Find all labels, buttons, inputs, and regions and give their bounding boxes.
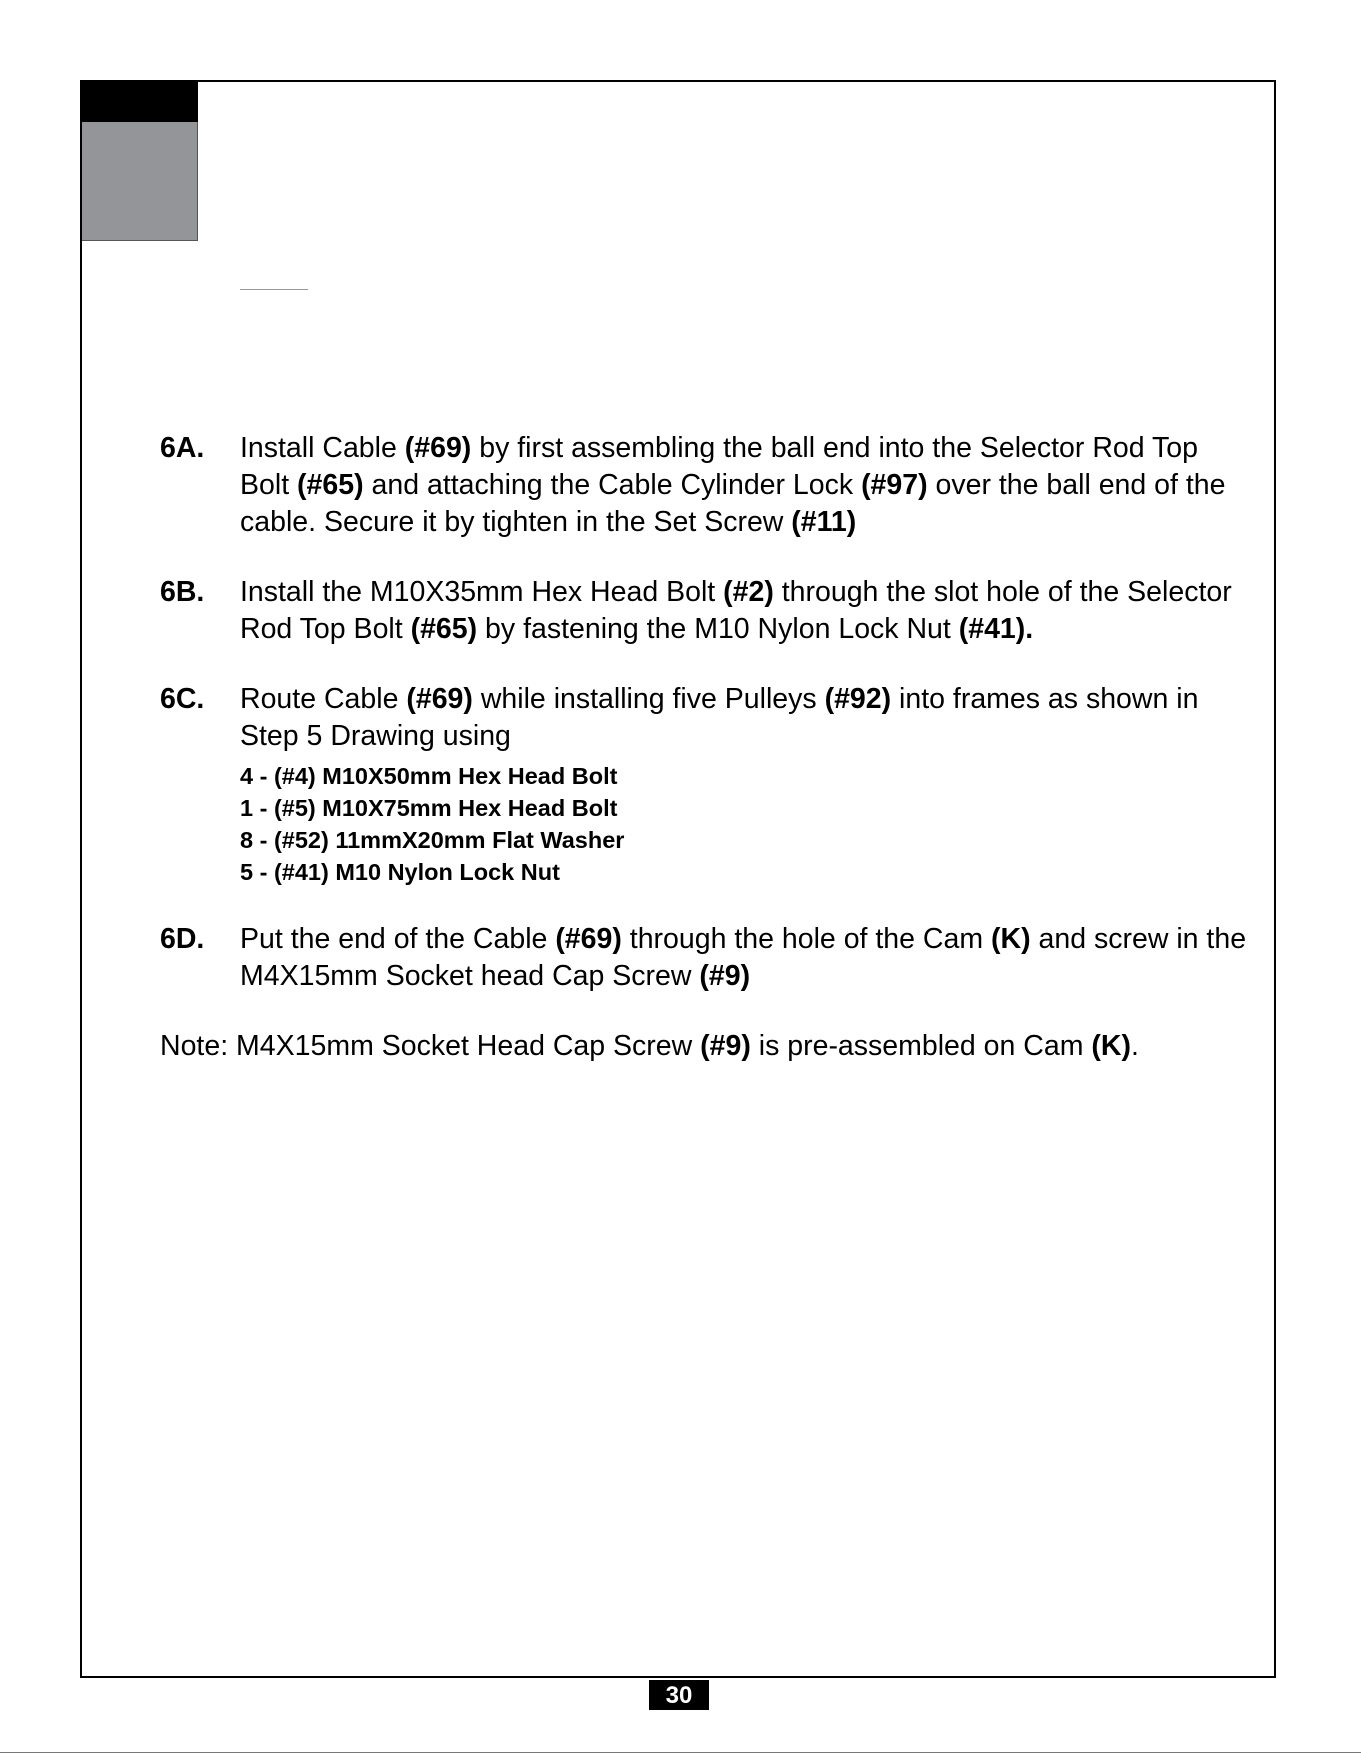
part-reference: (#2) bbox=[723, 576, 774, 608]
step-label: 6A. bbox=[160, 432, 205, 464]
step-text bbox=[240, 574, 1250, 648]
step-label: 6C. bbox=[160, 683, 205, 715]
step-6b bbox=[160, 574, 1250, 648]
parts-list-item: 8 - (#52) 11mmX20mm Flat Washer bbox=[240, 827, 625, 853]
part-reference: (#69) bbox=[406, 683, 473, 715]
text-segment: by fastening the M10 Nylon Lock Nut bbox=[477, 613, 959, 645]
text-segment: over the ball end of the cable. Secure it by tighten in the Set Screw bbox=[240, 469, 1226, 538]
text-segment: while installing five Pulleys bbox=[472, 683, 825, 715]
step-6c bbox=[160, 681, 1250, 888]
text-segment: Route Cable bbox=[240, 683, 407, 715]
step-label: 6D. bbox=[160, 923, 205, 955]
text-segment: through the hole of the Cam bbox=[621, 923, 992, 955]
text-segment: by first assembling the ball end into the Selector Rod Top Bolt bbox=[240, 432, 1198, 501]
text-segment: and screw in the M4X15mm Socket head Cap Screw bbox=[240, 923, 1247, 992]
text-segment: through the slot hole of the Selector Rod Top Bolt bbox=[240, 576, 1232, 645]
step-6d bbox=[160, 921, 1250, 995]
page-bottom-rule bbox=[0, 1752, 1361, 1753]
assembly-note bbox=[160, 1028, 1250, 1065]
text-segment: Note: M4X15mm Socket Head Cap Screw bbox=[160, 1030, 701, 1062]
divider-line bbox=[240, 289, 308, 290]
text-segment: Put the end of the Cable bbox=[240, 923, 556, 955]
text-segment: Install Cable bbox=[240, 432, 405, 464]
parts-list-item: 5 - (#41) M10 Nylon Lock Nut bbox=[240, 859, 560, 885]
part-reference: (#9) bbox=[700, 1030, 751, 1062]
part-reference: (#65) bbox=[297, 469, 364, 501]
step-text bbox=[240, 430, 1250, 541]
text-segment: into frames as shown in Step 5 Drawing using bbox=[240, 683, 1199, 752]
section-tab-block bbox=[82, 122, 198, 241]
part-reference: (#92) bbox=[824, 683, 892, 715]
step-text bbox=[240, 921, 1250, 995]
part-reference: (#9) bbox=[699, 960, 751, 992]
part-reference: (K) bbox=[991, 923, 1031, 955]
step-6a bbox=[160, 430, 1250, 541]
parts-list-item: 4 - (#4) M10X50mm Hex Head Bolt bbox=[240, 763, 618, 789]
parts-list-item: 1 - (#5) M10X75mm Hex Head Bolt bbox=[240, 795, 618, 821]
text-segment: is pre-assembled on Cam bbox=[750, 1030, 1092, 1062]
instructions bbox=[160, 430, 1250, 1065]
part-reference: (#97) bbox=[861, 469, 928, 501]
page-number: 30 bbox=[649, 1680, 709, 1710]
text-segment: Install the M10X35mm Hex Head Bolt bbox=[240, 576, 724, 608]
parts-list bbox=[240, 760, 1250, 888]
part-reference: (#69) bbox=[404, 432, 472, 464]
text-segment: and attaching the Cable Cylinder Lock bbox=[363, 469, 862, 501]
part-reference: (#65) bbox=[410, 613, 478, 645]
step-list bbox=[160, 430, 1250, 995]
part-reference: (#69) bbox=[555, 923, 622, 955]
part-reference: (#41). bbox=[958, 613, 1034, 645]
part-reference: (#11) bbox=[791, 506, 857, 538]
part-reference: (K) bbox=[1091, 1030, 1131, 1062]
section-tab-header bbox=[82, 82, 198, 122]
text-segment: . bbox=[1130, 1030, 1139, 1062]
step-text bbox=[240, 681, 1250, 755]
step-label: 6B. bbox=[160, 576, 205, 608]
